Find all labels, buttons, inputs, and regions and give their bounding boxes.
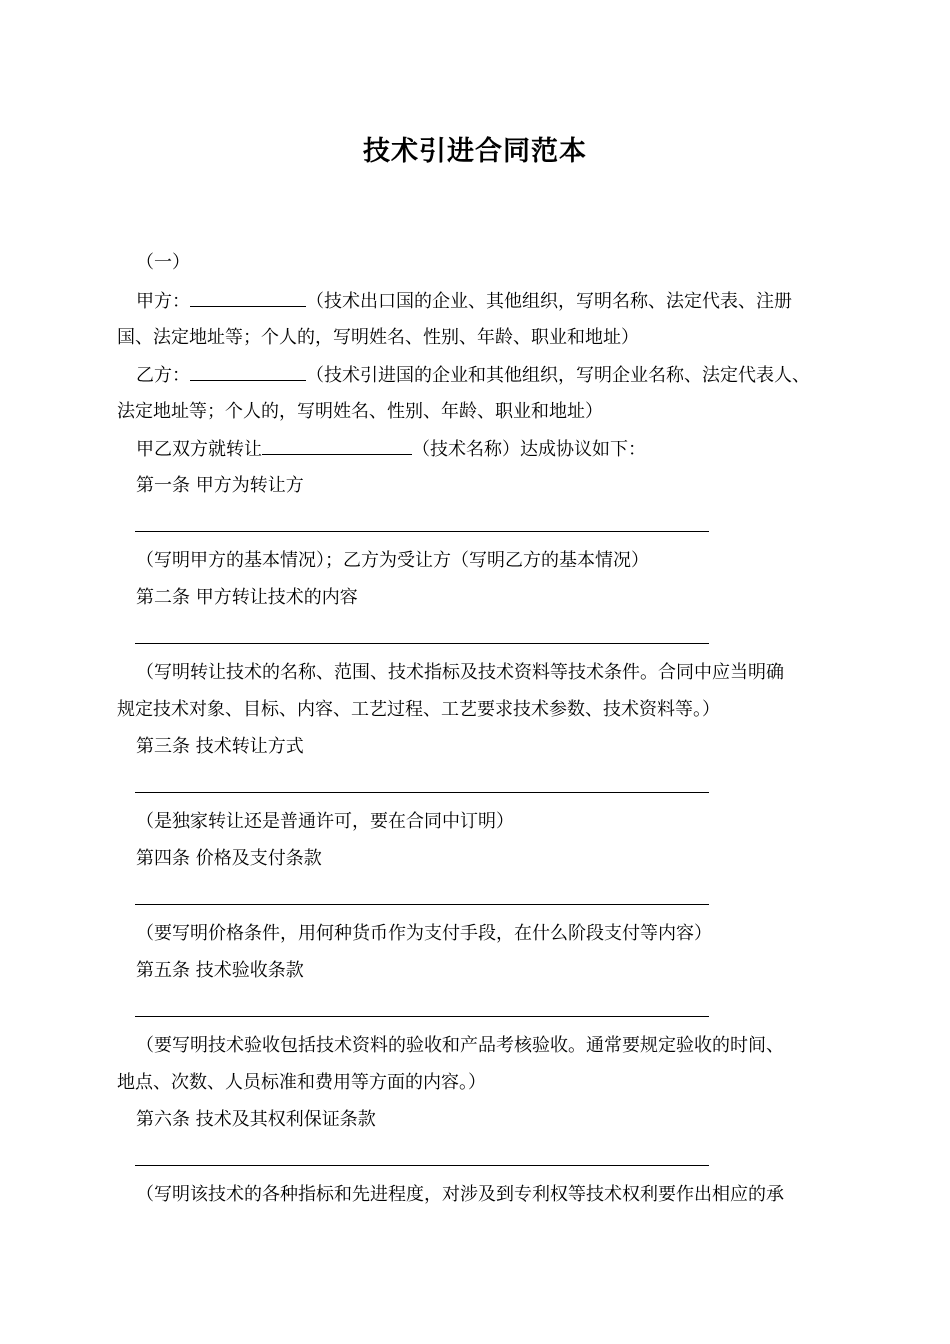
party-b-line [136,362,810,389]
party-a-note-cont: 国、法定地址等；个人的，写明姓名、性别、年龄、职业和地址） [117,327,639,348]
fill-in-line [135,792,709,793]
article-note: （要写明技术验收包括技术资料的验收和产品考核验收。通常要规定验收的时间、 [136,1035,784,1056]
article-note: （是独家转让还是普通许可，要在合同中订明） [136,811,514,832]
agreement-prefix: 甲乙双方就转让 [136,439,262,460]
fill-in-line [135,1165,709,1166]
section-number: （一） [136,252,190,273]
article-note-cont: 地点、次数、人员标准和费用等方面的内容。） [117,1072,486,1093]
fill-in-line [135,643,709,644]
article-heading: 第四条 价格及支付条款 [136,848,322,869]
article-note-cont: 规定技术对象、目标、内容、工艺过程、工艺要求技术参数、技术资料等。） [117,699,720,720]
party-b-note-cont: 法定地址等；个人的，写明姓名、性别、年龄、职业和地址） [117,401,603,422]
article-note: （写明甲方的基本情况）；乙方为受让方（写明乙方的基本情况） [136,550,649,571]
article-note: （写明该技术的各种指标和先进程度，对涉及到专利权等技术权利要作出相应的承 [136,1184,784,1205]
document-title: 技术引进合同范本 [363,136,587,167]
article-heading: 第三条 技术转让方式 [136,736,304,757]
article-note: （写明转让技术的名称、范围、技术指标及技术资料等技术条件。合同中应当明确 [136,662,784,683]
article-heading: 第二条 甲方转让技术的内容 [136,587,358,608]
agreement-line [136,436,646,463]
technology-name-blank [262,436,412,455]
article-heading: 第六条 技术及其权利保证条款 [136,1109,376,1130]
fill-in-line [135,531,709,532]
article-heading: 第五条 技术验收条款 [136,960,304,981]
party-b-blank [190,362,306,381]
party-a-label: 甲方： [136,291,190,312]
article-note: （要写明价格条件，用何种货币作为支付手段，在什么阶段支付等内容） [136,923,712,944]
party-a-note: （技术出口国的企业、其他组织，写明名称、法定代表、注册 [306,291,792,312]
party-b-label: 乙方： [136,365,190,386]
article-heading: 第一条 甲方为转让方 [136,475,304,496]
party-a-blank [190,288,306,307]
party-b-note: （技术引进国的企业和其他组织，写明企业名称、法定代表人、 [306,365,810,386]
agreement-suffix: （技术名称）达成协议如下： [412,439,646,460]
fill-in-line [135,1016,709,1017]
fill-in-line [135,904,709,905]
party-a-line [136,288,792,315]
